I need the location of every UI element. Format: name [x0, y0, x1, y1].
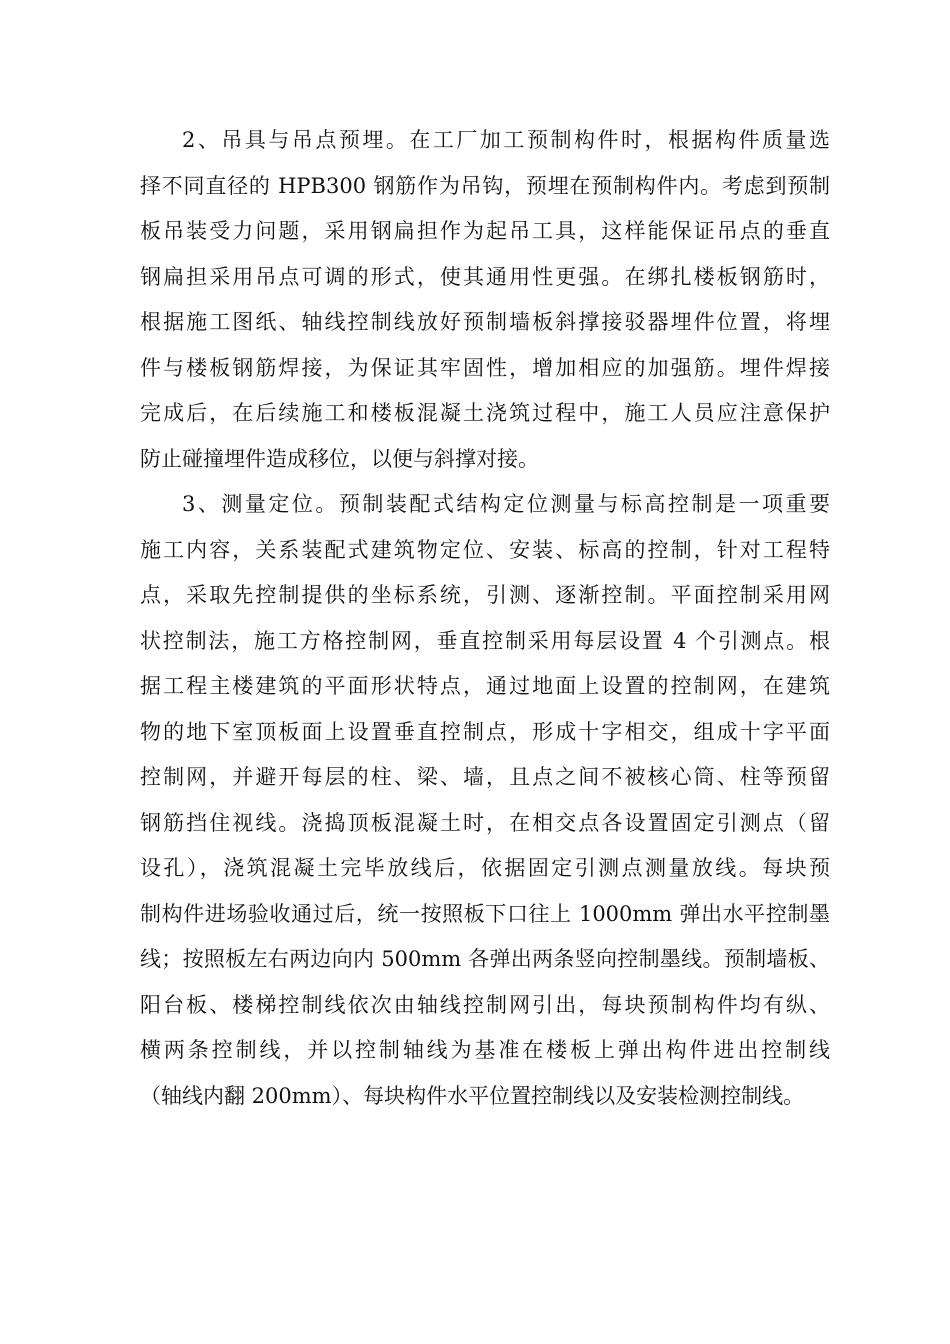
paragraph-line: 钢扁担采用吊点可调的形式，使其通用性更强。在绑扎楼板钢筋时，: [140, 264, 830, 289]
paragraph-line: 据工程主楼建筑的平面形状特点，通过地面上设置的控制网，在建筑: [140, 674, 830, 698]
paragraph-line: 线；按照板左右两边向内 500mm 各弹出两条竖向控制墨线。预制墙板、: [140, 947, 830, 971]
paragraph-line: （轴线内翻 200mm）、每块构件水平位置控制线以及安装检测控制线。: [140, 1083, 805, 1108]
document-body: [140, 118, 830, 1119]
paragraph-line: 根据施工图纸、轴线控制线放好预制墙板斜撑接驳器埋件位置，将埋: [140, 310, 830, 334]
paragraph-line: 板吊装受力问题，采用钢扁担作为起吊工具，这样能保证吊点的垂直: [140, 219, 830, 243]
paragraph-line: 物的地下室顶板面上设置垂直控制点，形成十字相交，组成十字平面: [140, 719, 830, 744]
paragraph-line: 件与楼板钢筋焊接，为保证其牢固性，增加相应的加强筋。埋件焊接: [140, 355, 830, 380]
paragraph-line: 制构件进场验收通过后，统一按照板下口往上 1000mm 弹出水平控制墨: [140, 901, 830, 926]
paragraph-line: 横两条控制线，并以控制轴线为基准在楼板上弹出构件进出控制线: [140, 1038, 830, 1062]
paragraph-line: 施工内容，关系装配式建筑物定位、安装、标高的控制，针对工程特: [140, 537, 830, 562]
paragraph-line: 择不同直径的 HPB300 钢筋作为吊钩，预埋在预制构件内。考虑到预制: [140, 173, 830, 198]
paragraph-line: 阳台板、楼梯控制线依次由轴线控制网引出，每块预制构件均有纵、: [140, 992, 830, 1017]
paragraph-line: 状控制法，施工方格控制网，垂直控制采用每层设置 4 个引测点。根: [140, 628, 830, 653]
paragraph-line: 钢筋挡住视线。浇捣顶板混凝土时，在相交点各设置固定引测点（留: [140, 810, 830, 835]
paragraph-line: 设孔），浇筑混凝土完毕放线后，依据固定引测点测量放线。每块预: [140, 856, 830, 880]
paragraph-line: 2、吊具与吊点预埋。在工厂加工预制构件时，根据构件质量选: [182, 128, 830, 152]
paragraph-lifting-embed: [140, 118, 830, 482]
paragraph-survey-positioning: [140, 482, 830, 1119]
paragraph-line: 3、测量定位。预制装配式结构定位测量与标高控制是一项重要: [182, 492, 830, 516]
paragraph-line: 点，采取先控制提供的坐标系统，引测、逐渐控制。平面控制采用网: [140, 583, 830, 607]
paragraph-line: 控制网，并避开每层的柱、梁、墙，且点之间不被核心筒、柱等预留: [140, 765, 830, 789]
paragraph-line: 防止碰撞埋件造成移位，以便与斜撑对接。: [140, 446, 539, 471]
paragraph-line: 完成后，在后续施工和楼板混凝土浇筑过程中，施工人员应注意保护: [140, 401, 830, 425]
